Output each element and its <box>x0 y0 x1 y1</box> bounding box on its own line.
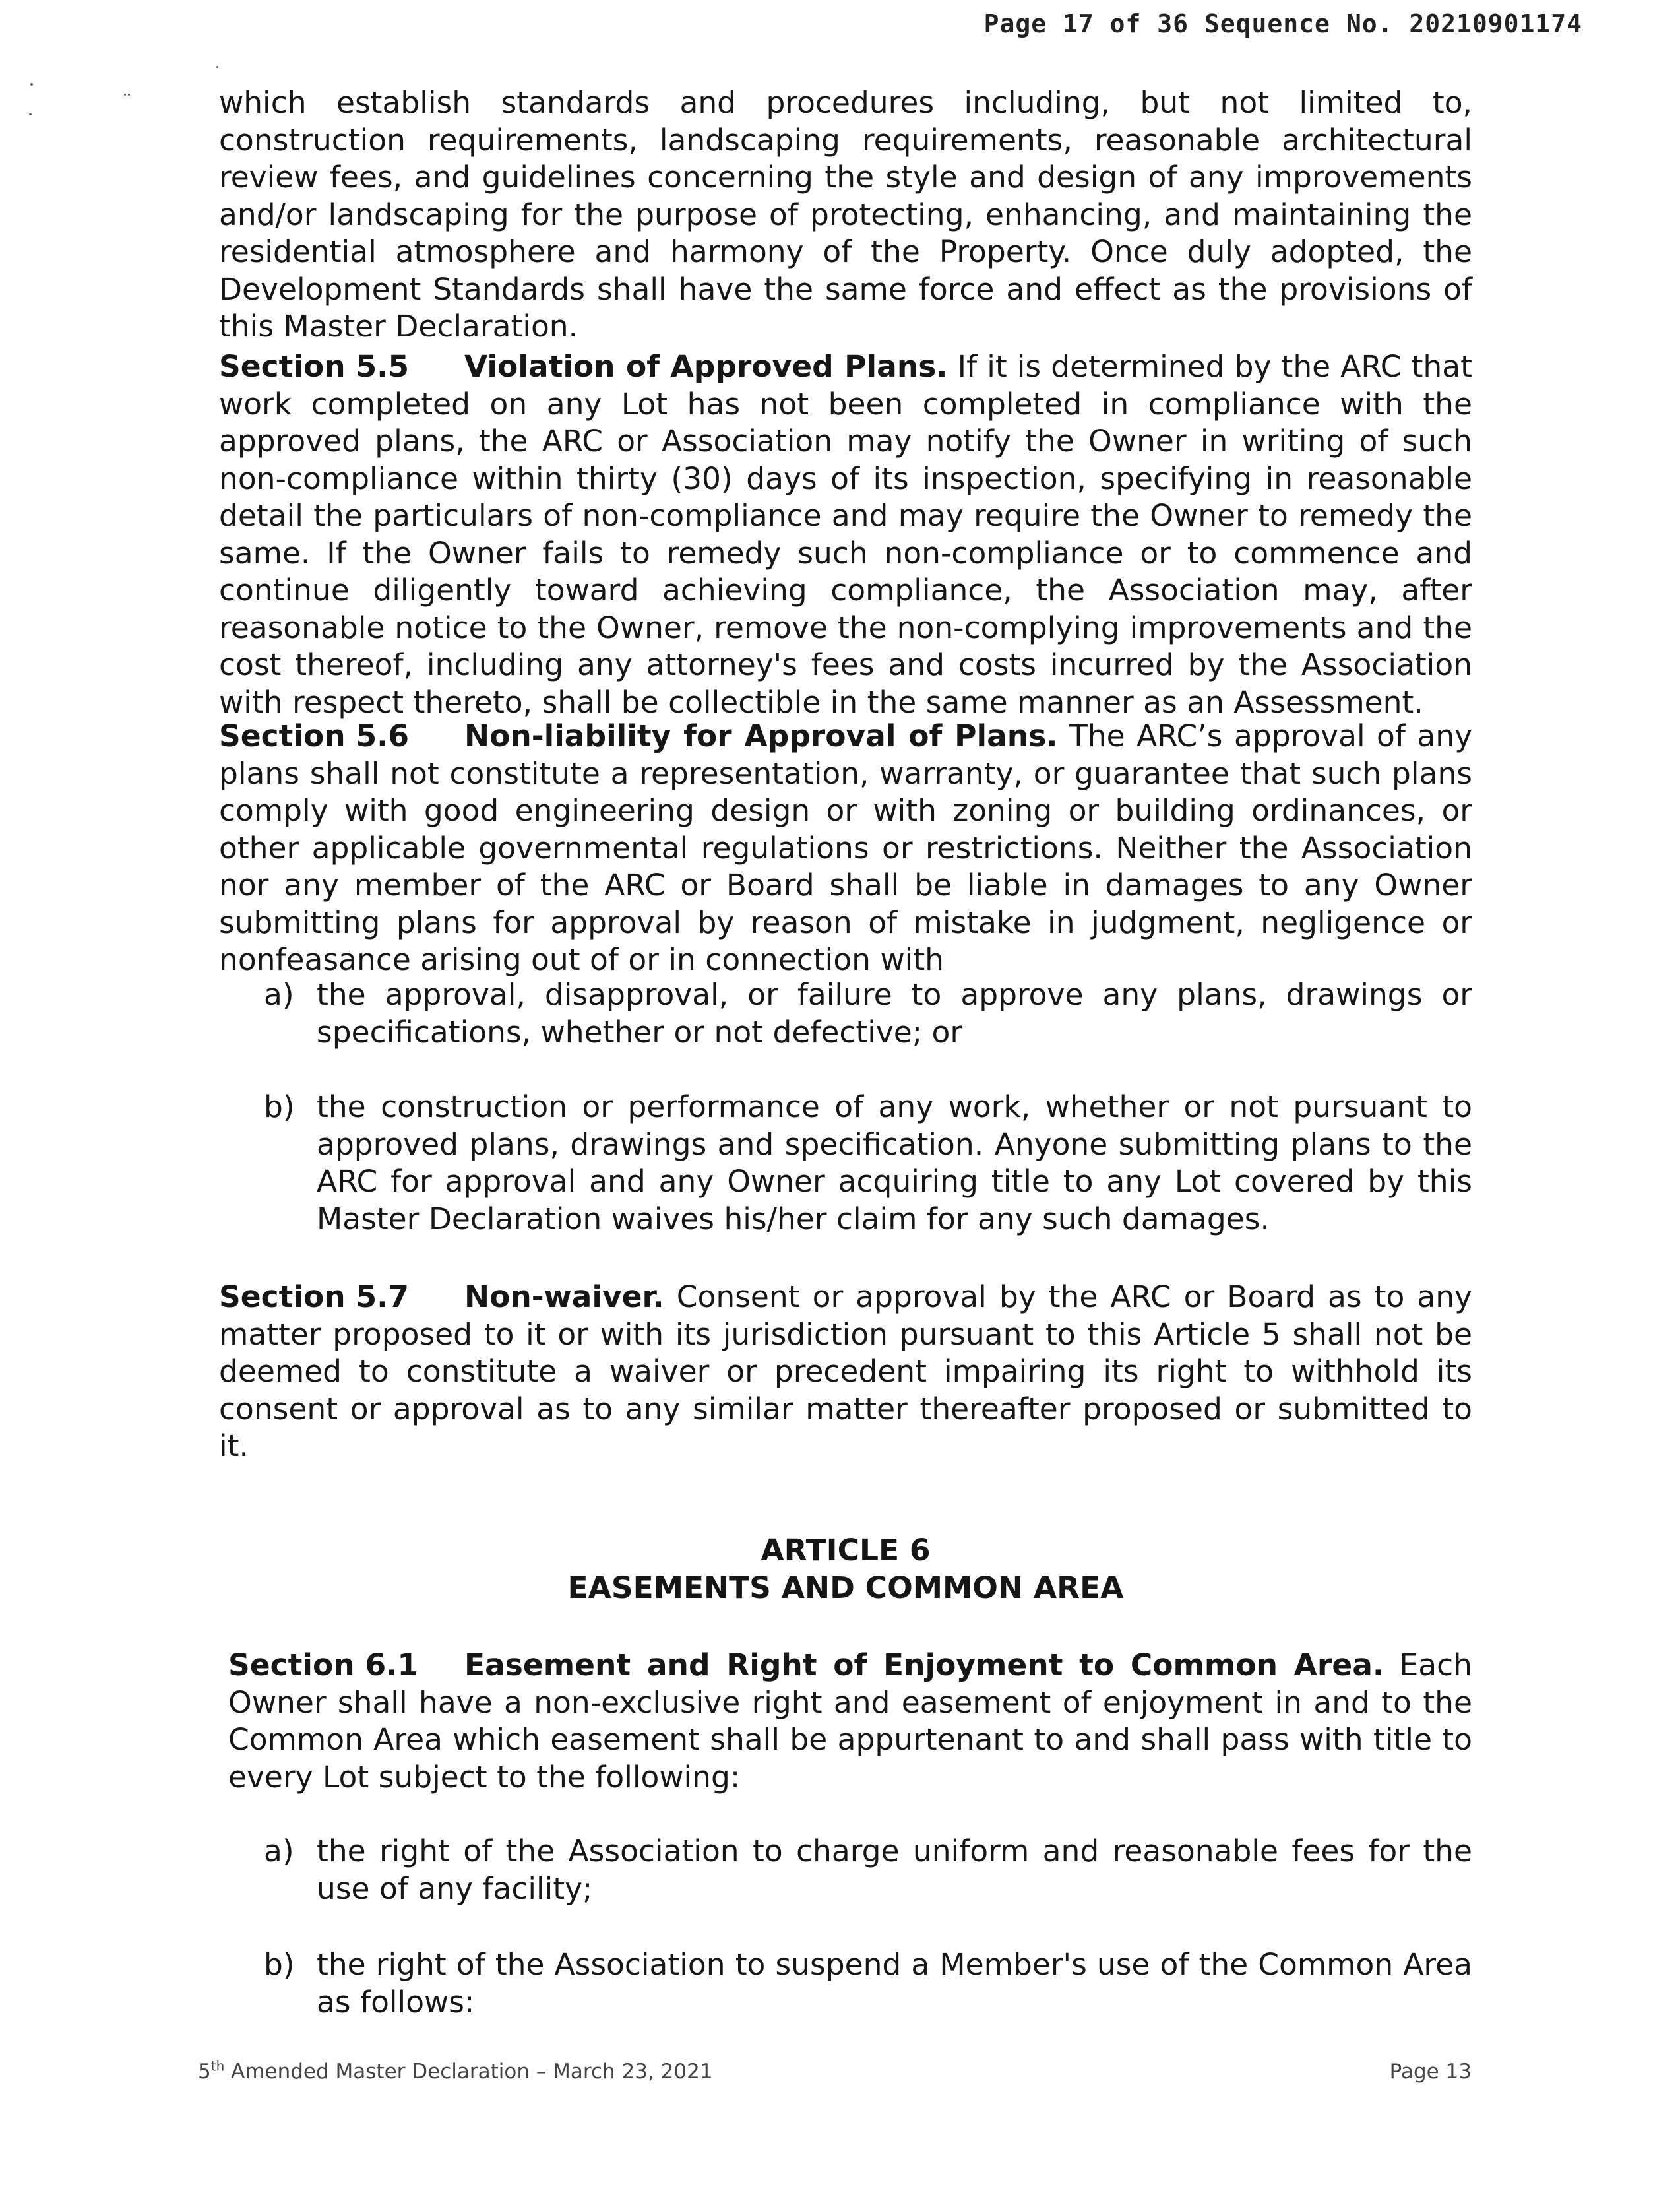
article-heading <box>219 1532 1472 1607</box>
footer-title-text: Amended Master Declaration – March 23, 2021 <box>224 2060 713 2084</box>
article-label: ARTICLE 6 <box>761 1533 931 1568</box>
section-number: Section 5.5 <box>219 349 410 384</box>
section-title: Non-waiver. <box>464 1279 664 1314</box>
list-item <box>264 976 1472 1051</box>
section-text: If it is determined by the ARC that work completed on any Lot has not been completed in compliance with the approved plans, the ARC or Association may notify the Owner in writing of such non-compliance within thirty (30) days of its inspection, specifying in reasonable detail the particulars of non-compliance and may require the Owner to remedy the same. If the Owner fails to remedy such non-compliance or to commence and continue diligently toward achieving compliance, the Association may, after reasonable notice to the Owner, remove the non-complying improvements and the cost thereof, including any attorney's fees and costs incurred by the Association with respect thereto, shall be collectible in the same manner as an Assessment. <box>219 349 1472 720</box>
page-sequence-header: Page 17 of 36 Sequence No. 20210901174 <box>983 9 1582 38</box>
list-item <box>264 1833 1472 1907</box>
section-number: Section 6.1 <box>228 1647 419 1682</box>
list-item <box>264 1089 1472 1238</box>
list-item-text: the approval, disapproval, or failure to approve any plans, drawings or specifications, whether or not defective; or <box>317 977 1472 1050</box>
article-title: EASEMENTS AND COMMON AREA <box>567 1570 1124 1605</box>
footer-edition-number: 5 <box>198 2060 211 2084</box>
section-number: Section 5.6 <box>219 718 410 753</box>
section-text: The ARC’s approval of any plans shall not constitute a representation, warranty, or guarantee that such plans comply with good engineering design or with zoning or building ordinances, or other applicable governmental regulations or restrictions. Neither the Association nor any member of the ARC or Board shall be liable in damages to any Owner submitting plans for approval by reason of mistake in judgment, negligence or nonfeasance arising out of or in connection with <box>219 718 1472 977</box>
section-title: Non-liability for Approval of Plans. <box>464 718 1058 753</box>
list-item-text: the right of the Association to charge uniform and reasonable fees for the use of any facility; <box>317 1834 1472 1906</box>
section-5-5 <box>219 348 1472 721</box>
footer-edition-suffix: th <box>210 2058 225 2074</box>
section-title: Easement and Right of Enjoyment to Common Area. <box>464 1647 1384 1682</box>
list-item-text: the right of the Association to suspend a Member's use of the Common Area as follows: <box>317 1947 1472 2020</box>
section-5-6 <box>219 718 1472 979</box>
footer-page-number: Page 13 <box>1389 2060 1472 2084</box>
list-marker: b) <box>264 1089 295 1124</box>
section-text: Each Owner shall have a non-exclusive right and easement of enjoyment in and to the Common Area which easement shall be appurtenant to and shall pass with title to every Lot subject to the following: <box>228 1647 1472 1795</box>
paragraph-text: which establish standards and procedures including, but not limited to, construction requirements, landscaping requirements, reasonable architectural review fees, and guidelines concerning the style and design of any improvements and/or landscaping for the purpose of protecting, enhancing, and maintaining the residential atmosphere and harmony of the Property. Once duly adopted, the Development Standards shall have the same force and effect as the provisions of this Master Declaration. <box>219 85 1472 344</box>
list-marker: b) <box>264 1947 295 1982</box>
section-6-1 <box>228 1647 1472 1796</box>
scan-specks <box>26 79 158 132</box>
section-title: Violation of Approved Plans. <box>464 349 948 384</box>
section-number: Section 5.7 <box>219 1279 410 1314</box>
footer-document-title <box>198 2060 713 2084</box>
list-item-text: the construction or performance of any work, whether or not pursuant to approved plans, drawings and specification. Anyone submitting plans to the ARC for approval and any Owner acquiring title to any Lot covered by this Master Declaration waives his/her claim for any such damages. <box>317 1089 1472 1236</box>
continued-paragraph <box>219 84 1472 346</box>
section-5-7 <box>219 1279 1472 1465</box>
list-marker: a) <box>264 977 294 1012</box>
list-item <box>264 1946 1472 2021</box>
list-marker: a) <box>264 1834 294 1868</box>
section-text: Consent or approval by the ARC or Board as to any matter proposed to it or with its jurisdiction pursuant to this Article 5 shall not be deemed to constitute a waiver or precedent impairing its right to withhold its consent or approval as to any similar matter thereafter proposed or submitted to it. <box>219 1279 1472 1463</box>
